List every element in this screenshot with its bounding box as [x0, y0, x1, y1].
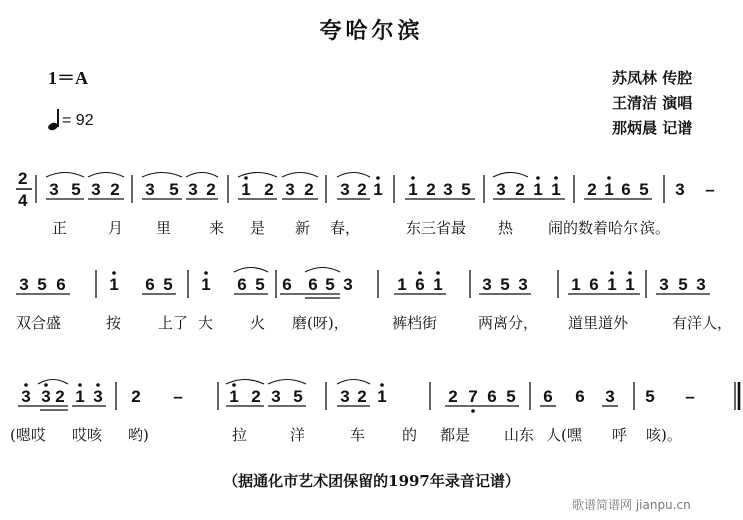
note: 7 — [468, 387, 478, 406]
note: 3 — [188, 180, 198, 199]
note: 6 — [543, 387, 553, 406]
score-line-2 — [16, 268, 732, 333]
note: 6 — [282, 275, 292, 294]
note: 5 — [325, 275, 335, 294]
note: 2 — [515, 180, 525, 199]
note: 1 — [571, 275, 581, 294]
tempo-value: = 92 — [62, 112, 94, 129]
lyric: 大 — [198, 314, 214, 332]
note: 6 — [145, 275, 155, 294]
note: 5 — [500, 275, 510, 294]
watermark: 歌谱简谱网 jianpu.cn — [572, 498, 691, 512]
lyric: 上了 — [158, 314, 189, 332]
song-title: 夸哈尔滨 — [319, 18, 424, 44]
note: 5 — [255, 275, 265, 294]
note: 1 — [377, 387, 387, 406]
note: 2 — [206, 180, 216, 199]
lyric: 都是 — [440, 426, 471, 444]
note: 1 — [551, 180, 561, 199]
note: 6 — [56, 275, 66, 294]
note: 6 — [575, 387, 585, 406]
note: 5 — [71, 180, 81, 199]
lyric: 火 — [250, 314, 266, 332]
note: 3 — [19, 275, 29, 294]
note: 1 — [201, 275, 211, 294]
note: 3 — [696, 275, 706, 294]
lyric: (嗯哎 — [10, 426, 46, 444]
lyric: 月 — [108, 219, 124, 237]
note: 3 — [482, 275, 492, 294]
lyric: 按 — [106, 314, 122, 332]
lyric: 两离分， — [478, 314, 539, 332]
note: – — [685, 387, 695, 406]
note: 5 — [678, 275, 688, 294]
note: 1 — [604, 180, 614, 199]
note: 5 — [293, 387, 303, 406]
time-signature-top: 2 — [18, 169, 28, 188]
note: 3 — [285, 180, 295, 199]
lyric: 哟) — [128, 426, 149, 444]
lyric: 东三省最 — [406, 219, 467, 237]
lyric: 来 — [209, 219, 225, 237]
lyric: 有洋人， — [672, 314, 733, 332]
note: 1 — [229, 387, 239, 406]
time-signature-bottom: 4 — [18, 191, 28, 210]
note: 3 — [659, 275, 669, 294]
lyric: 春， — [330, 219, 361, 237]
note: 3 — [340, 387, 350, 406]
lyric: 车 — [350, 426, 366, 444]
note: 1 — [373, 180, 383, 199]
note: 2 — [264, 180, 274, 199]
lyric: 咳)。 — [646, 426, 682, 444]
note: 2 — [357, 180, 367, 199]
lyric: 新 — [295, 219, 311, 237]
note: 2 — [426, 180, 436, 199]
note: 1 — [533, 180, 543, 199]
note: 6 — [589, 275, 599, 294]
lyric: 哎咳 — [72, 426, 103, 444]
note: 3 — [343, 275, 353, 294]
lyric: 呼 — [612, 426, 628, 444]
note: 3 — [443, 180, 453, 199]
lyric: 是 — [250, 219, 266, 237]
lyric: 道里道外 — [568, 314, 629, 332]
lyric: 数着哈尔 — [578, 219, 639, 237]
lyric: 磨(呀)， — [292, 314, 349, 332]
score-line-1 — [36, 173, 715, 238]
note: 1 — [397, 275, 407, 294]
note: 2 — [448, 387, 458, 406]
lyric: 闹的 — [548, 219, 579, 237]
note: 3 — [21, 387, 31, 406]
note: 6 — [308, 275, 318, 294]
note: 1 — [433, 275, 443, 294]
note: 3 — [49, 180, 59, 199]
lyric: 人(嘿 — [546, 426, 582, 444]
note: 3 — [340, 180, 350, 199]
note: 2 — [587, 180, 597, 199]
note: 5 — [645, 387, 655, 406]
note: 2 — [131, 387, 141, 406]
note: 3 — [145, 180, 155, 199]
note: 6 — [237, 275, 247, 294]
score-line-3 — [10, 380, 739, 445]
lyric: 的 — [402, 426, 418, 444]
note: 5 — [461, 180, 471, 199]
lyric: 滨。 — [640, 219, 671, 237]
note: 5 — [163, 275, 173, 294]
source-footnote: （据通化市艺术团保留的1997年录音记谱） — [223, 472, 520, 490]
note: 5 — [37, 275, 47, 294]
lyric: 洋 — [290, 426, 306, 444]
note: 6 — [415, 275, 425, 294]
note: 1 — [408, 180, 418, 199]
lyric: 裤档街 — [392, 314, 438, 332]
key-signature: 1＝A — [48, 68, 88, 88]
credit-transcriber: 那炳晨 记谱 — [612, 119, 693, 137]
lyric: 里 — [156, 219, 172, 237]
note: – — [705, 180, 715, 199]
note: 6 — [621, 180, 631, 199]
note: 3 — [605, 387, 615, 406]
note: 2 — [304, 180, 314, 199]
note: 1 — [75, 387, 85, 406]
note: 5 — [506, 387, 516, 406]
lyric: 双合盛 — [16, 314, 62, 332]
note: 1 — [607, 275, 617, 294]
note: 5 — [169, 180, 179, 199]
note: 3 — [41, 387, 51, 406]
note: 3 — [271, 387, 281, 406]
note: 2 — [55, 387, 65, 406]
lyric: 拉 — [232, 426, 248, 444]
note: 1 — [625, 275, 635, 294]
lyric: 山东 — [504, 426, 535, 444]
lyric: 热 — [498, 219, 514, 237]
note: 3 — [93, 387, 103, 406]
note: 3 — [496, 180, 506, 199]
note: 6 — [487, 387, 497, 406]
note: 2 — [357, 387, 367, 406]
note: 2 — [251, 387, 261, 406]
credit-arranger: 苏凤林 传腔 — [612, 69, 693, 87]
credit-singer: 王清洁 演唱 — [612, 94, 693, 112]
note: 3 — [518, 275, 528, 294]
note: 1 — [241, 180, 251, 199]
note: – — [173, 387, 183, 406]
lyric: 正 — [52, 219, 68, 237]
note: 1 — [109, 275, 119, 294]
note: 3 — [675, 180, 685, 199]
note: 2 — [110, 180, 120, 199]
note: 3 — [91, 180, 101, 199]
note: 5 — [639, 180, 649, 199]
